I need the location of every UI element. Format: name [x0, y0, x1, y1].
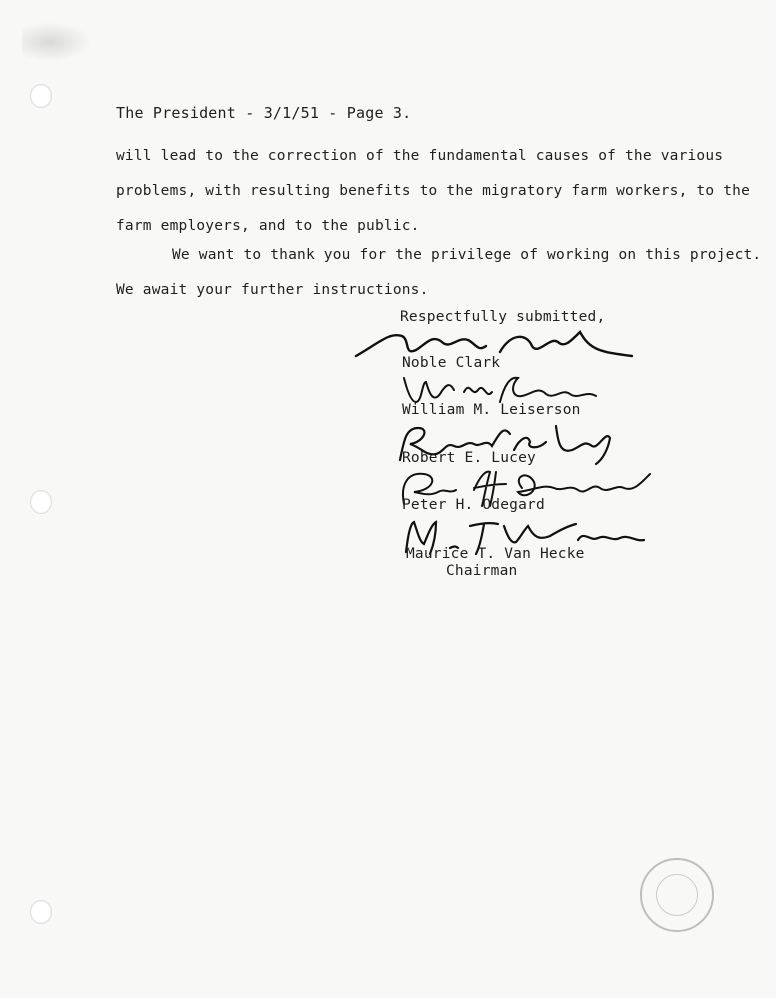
body-line-3: farm employers, and to the public. — [116, 218, 420, 234]
page-header: The President - 3/1/51 - Page 3. — [116, 104, 412, 122]
body-line-2: problems, with resulting benefits to the migratory farm workers, to the — [116, 183, 751, 199]
signatory-title: Chairman — [446, 563, 518, 579]
punch-hole-bottom — [30, 900, 52, 924]
body-line-4: We want to thank you for the privilege of working on this project. — [172, 247, 762, 263]
body-line-1: will lead to the correction of the fundamental causes of the various — [116, 148, 724, 164]
body-line-5: We await your further instructions. — [116, 282, 429, 298]
punch-hole-top — [30, 84, 52, 108]
signatory-name-4: Peter H. Odegard — [402, 497, 545, 513]
signatory-name-1: Noble Clark — [402, 355, 501, 371]
paper-smudge — [22, 22, 92, 62]
archive-stamp-inner-ring — [656, 874, 698, 916]
archive-stamp-seal — [640, 858, 714, 932]
signatory-name-3: Robert E. Lucey — [402, 450, 536, 466]
closing-text: Respectfully submitted, — [400, 309, 606, 325]
signatory-name-5: Maurice T. Van Hecke — [406, 546, 585, 562]
punch-hole-middle — [30, 490, 52, 514]
signatory-name-2: William M. Leiserson — [402, 402, 581, 418]
